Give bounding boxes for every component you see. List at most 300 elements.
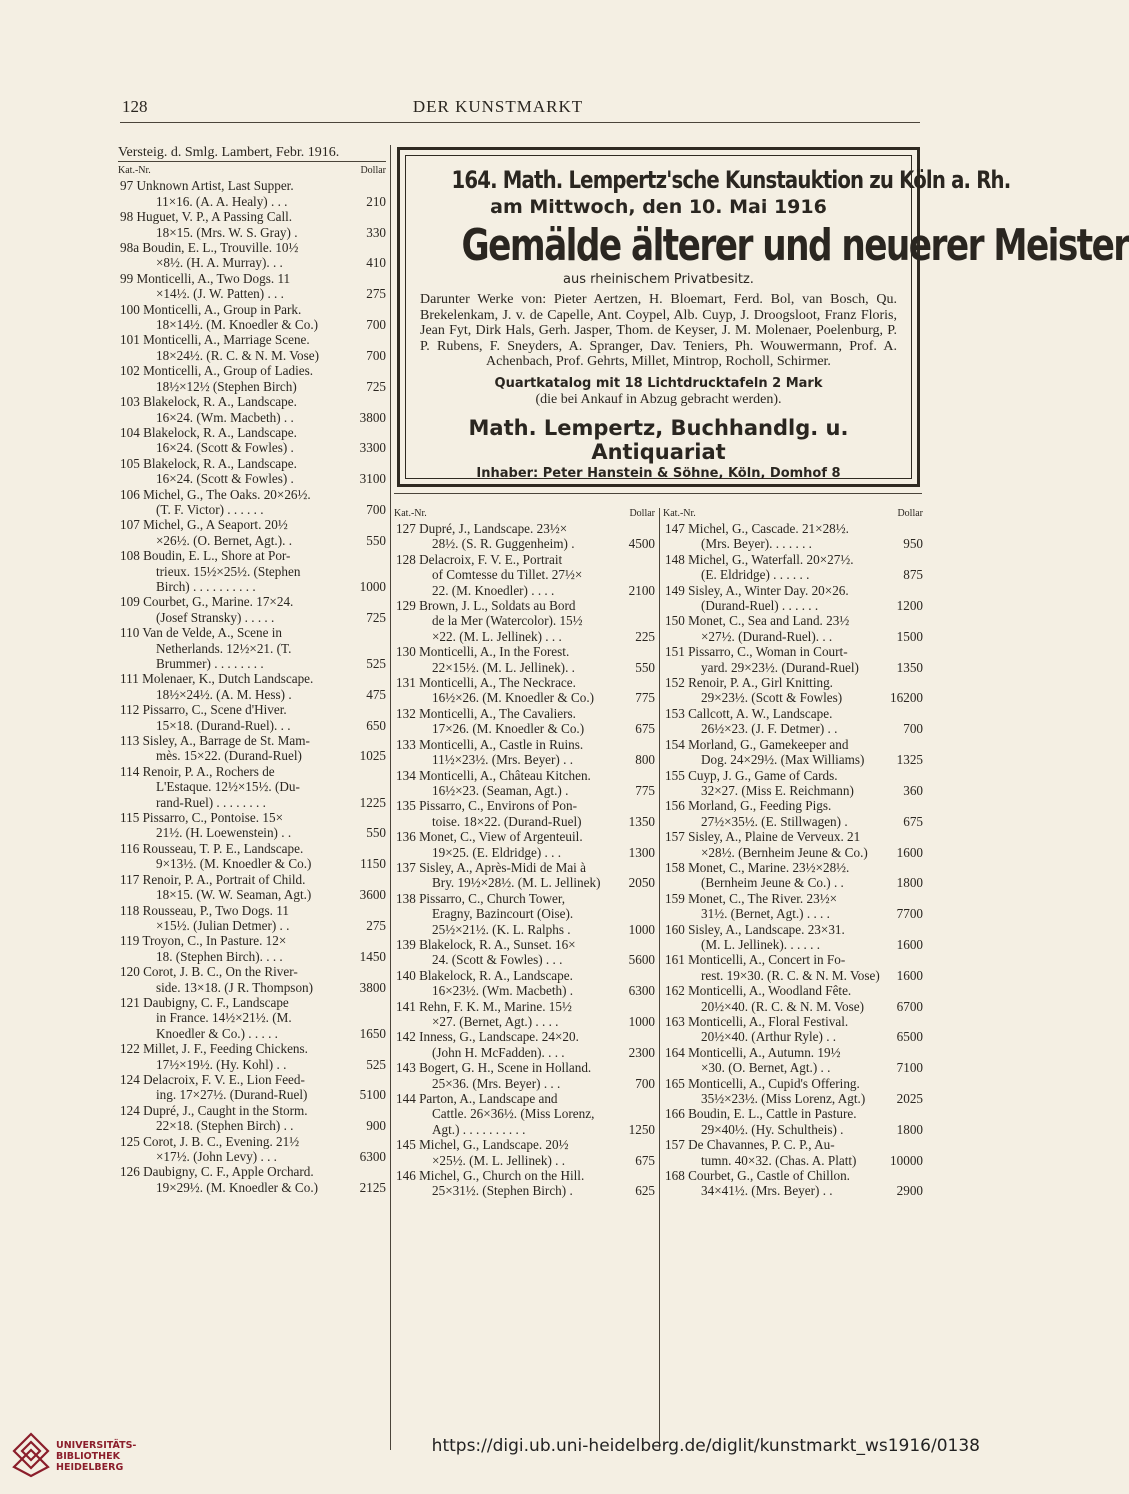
- entry-detail-line: [663, 1029, 923, 1044]
- entry-detail-line: [663, 1091, 923, 1106]
- entry-text: ×27½. (Durand-Ruel). . .: [701, 628, 833, 644]
- entry-text: (Durand-Ruel) . . . . . .: [701, 598, 819, 614]
- catalog-entry: [394, 644, 655, 675]
- entry-title-line: [394, 706, 655, 721]
- entry-title-line: [663, 552, 923, 567]
- entry-text: 18×15. (Mrs. W. S. Gray) .: [156, 224, 298, 240]
- entry-price: 6500: [896, 1029, 923, 1045]
- entry-text: 127 Dupré, J., Landscape. 23½×: [396, 521, 568, 536]
- entry-text: 26½×23. (J. F. Detmer) . .: [701, 721, 838, 737]
- entry-title-line: [394, 891, 655, 906]
- entry-title-line: [118, 702, 386, 717]
- catalog-entry: [118, 1134, 386, 1165]
- entry-detail-line: [118, 579, 386, 594]
- entry-text: 138 Pissarro, C., Church Tower,: [396, 890, 565, 906]
- entry-title-line: [118, 240, 386, 255]
- dollar-label: Dollar: [629, 508, 655, 519]
- catalog-entry: [118, 995, 386, 1041]
- entry-text: 108 Boudin, E. L., Shore at Por-: [120, 548, 291, 564]
- entry-detail-line: [118, 564, 386, 579]
- catalog-entry: [663, 552, 923, 583]
- entry-price: 1800: [896, 1121, 923, 1137]
- entry-text: L'Estaque. 12½×15½. (Du-: [156, 779, 300, 795]
- entry-title-line: [394, 552, 655, 567]
- entry-price: 360: [903, 782, 923, 798]
- entry-text: 25×31½. (Stephen Birch) .: [432, 1183, 573, 1199]
- entry-text: 155 Cuyp, J. G., Game of Cards.: [665, 767, 838, 783]
- entry-text: (Mrs. Beyer). . . . . . .: [701, 536, 812, 552]
- catalog-entry: [394, 768, 655, 799]
- entry-text: 139 Blakelock, R. A., Sunset. 16×: [396, 936, 576, 952]
- catalog-entry: [663, 675, 923, 706]
- entry-text: 133 Monticelli, A., Castle in Ruins.: [396, 736, 584, 752]
- entry-title-line: [394, 1060, 655, 1075]
- entry-text: 156 Morland, G., Feeding Pigs.: [665, 798, 832, 814]
- catalog-entry: [118, 594, 386, 625]
- entry-detail-line: [118, 641, 386, 656]
- entry-text: 19×25. (E. Eldridge) . . .: [432, 844, 562, 860]
- catalog-entry: [118, 1164, 386, 1195]
- entry-text: ×14½. (J. W. Patten) . . .: [156, 286, 284, 302]
- entry-title-line: [118, 178, 386, 193]
- entry-text: 29×40½. (Hy. Schultheis) .: [701, 1121, 844, 1137]
- entry-detail-line: [394, 583, 655, 598]
- entry-text: 163 Monticelli, A., Floral Festival.: [665, 1014, 849, 1029]
- entry-price: 5600: [628, 952, 655, 968]
- column-divider: [390, 145, 391, 1450]
- entry-text: rest. 19×30. (R. C. & N. M. Vose): [701, 967, 880, 983]
- entry-text: 102 Monticelli, A., Group of Ladies.: [120, 363, 314, 379]
- entry-text: 130 Monticelli, A., In the Forest.: [396, 644, 570, 660]
- entry-detail-line: [118, 748, 386, 763]
- ad-date: am Mittwoch, den 10. Mai 1916: [490, 196, 827, 218]
- entry-title-line: [663, 737, 923, 752]
- entry-price: 1325: [896, 752, 923, 768]
- entry-title-line: [118, 1041, 386, 1056]
- catalog-entry: [118, 302, 386, 333]
- entry-detail-line: [394, 1122, 655, 1137]
- entry-text: 159 Monet, C., The River. 23½×: [665, 890, 838, 906]
- catalog-entry: [118, 810, 386, 841]
- entry-text: tumn. 40×32. (Chas. A. Platt): [701, 1152, 857, 1168]
- entry-detail-line: [118, 379, 386, 394]
- entry-text: 104 Blakelock, R. A., Landscape.: [120, 424, 297, 440]
- entry-price: 1500: [896, 628, 923, 644]
- catalog-entry: [394, 675, 655, 706]
- entry-title-line: [118, 625, 386, 640]
- entry-title-line: [663, 891, 923, 906]
- entry-text: 27½×35½. (E. Stillwagen) .: [701, 813, 848, 829]
- entry-title-line: [394, 521, 655, 536]
- page-number: 128: [122, 97, 148, 116]
- entry-detail-line: [394, 660, 655, 675]
- entry-title-line: [118, 764, 386, 779]
- catalog-entry: [394, 552, 655, 598]
- entry-text: 18. (Stephen Birch). . . .: [156, 948, 283, 964]
- entry-text: ×30. (O. Bernet, Agt.) . .: [701, 1060, 831, 1076]
- entry-text: 19×29½. (M. Knoedler & Co.): [156, 1179, 319, 1195]
- entry-title-line: [663, 613, 923, 628]
- entry-text: 149 Sisley, A., Winter Day. 20×26.: [665, 582, 849, 598]
- entry-title-line: [394, 968, 655, 983]
- entry-price: 2050: [628, 875, 655, 891]
- entry-title-line: [394, 798, 655, 813]
- entry-detail-line: [394, 536, 655, 551]
- entry-detail-line: [663, 721, 923, 736]
- column-divider: [659, 508, 660, 1450]
- entry-text: 18×14½. (M. Knoedler & Co.): [156, 317, 319, 333]
- entry-text: 21½. (H. Loewenstein) . .: [156, 825, 292, 841]
- entry-text: 112 Pissarro, C., Scene d'Hiver.: [120, 702, 287, 718]
- entry-text: 101 Monticelli, A., Marriage Scene.: [120, 332, 310, 348]
- entry-title-line: [394, 999, 655, 1014]
- entry-detail-line: [118, 1026, 386, 1041]
- library-name-line: HEIDELBERG: [56, 1462, 124, 1473]
- entry-text: 160 Sisley, A., Landscape. 23×31.: [665, 921, 845, 937]
- entry-text: 145 Michel, G., Landscape. 20½: [396, 1137, 569, 1153]
- catalog-entry: [663, 521, 923, 552]
- entry-text: 17×26. (M. Knoedler & Co.): [432, 721, 585, 737]
- entry-title-line: [118, 903, 386, 918]
- entry-title-line: [118, 1164, 386, 1179]
- entry-title-line: [394, 1091, 655, 1106]
- entry-text: 157 Sisley, A., Plaine de Verveux. 21: [665, 829, 861, 845]
- catalog-entry: [394, 798, 655, 829]
- entry-price: 7100: [896, 1060, 923, 1076]
- entry-price: 550: [366, 532, 386, 548]
- entry-text: 161 Monticelli, A., Concert in Fo-: [665, 952, 846, 968]
- entry-detail-line: [663, 752, 923, 767]
- entry-price: 550: [635, 659, 655, 675]
- entry-price: 1000: [628, 1014, 655, 1029]
- catalog-entry: [663, 829, 923, 860]
- entry-text: 15×18. (Durand-Ruel). . .: [156, 717, 291, 733]
- entry-price: 1000: [359, 578, 386, 594]
- entry-price: 6300: [359, 1149, 386, 1164]
- entry-text: 17½×19½. (Hy. Kohl) . .: [156, 1056, 287, 1072]
- catalog-entry: [118, 363, 386, 394]
- catalog-entry: [118, 903, 386, 934]
- entry-detail-line: [118, 348, 386, 363]
- catalog-entry: [118, 209, 386, 240]
- entry-price: 700: [366, 317, 386, 333]
- entry-title-line: [394, 937, 655, 952]
- entry-text: Knoedler & Co.) . . . . .: [156, 1025, 278, 1041]
- entry-title-line: [118, 1103, 386, 1118]
- entry-title-line: [118, 671, 386, 686]
- entry-text: 18×24½. (R. C. & N. M. Vose): [156, 347, 320, 363]
- entry-title-line: [118, 209, 386, 224]
- entry-price: 3800: [359, 979, 386, 995]
- entry-detail-line: [118, 225, 386, 240]
- entry-price: 1600: [896, 967, 923, 983]
- ad-catalog-note: Quartkatalog mit 18 Lichtdrucktafeln 2 Mark: [494, 375, 823, 391]
- entry-price: 700: [635, 1075, 655, 1091]
- catalog-entry: [118, 487, 386, 518]
- entry-text: 106 Michel, G., The Oaks. 20×26½.: [120, 486, 311, 502]
- entry-text: 144 Parton, A., Landscape and: [396, 1091, 558, 1107]
- entry-detail-line: [394, 613, 655, 628]
- entry-detail-line: [118, 610, 386, 625]
- entry-text: 22×15½. (M. L. Jellinek). .: [432, 659, 575, 675]
- entry-list: [663, 521, 923, 1199]
- ad-firm-name: Math. Lempertz, Buchhandlg. u. Antiquariat: [468, 415, 849, 464]
- entry-text: 35½×23½. (Miss Lorenz, Agt.): [701, 1091, 866, 1107]
- catalog-entry: [394, 737, 655, 768]
- catalog-entry: [663, 1106, 923, 1137]
- catalog-entry: [394, 999, 655, 1030]
- entry-price: 2300: [628, 1044, 655, 1060]
- entry-text: 137 Sisley, A., Après-Midi de Mai à: [396, 859, 586, 875]
- entry-text: Birch) . . . . . . . . . .: [156, 578, 256, 594]
- entry-title-line: [118, 302, 386, 317]
- entry-price: 6300: [628, 983, 655, 999]
- entry-text: 148 Michel, G., Waterfall. 20×27½.: [665, 551, 854, 567]
- catalog-entry: [118, 933, 386, 964]
- source-url-link[interactable]: https://digi.ub.uni-heidelberg.de/diglit/kunstmarkt_ws1916/0138: [431, 1436, 980, 1456]
- entry-title-line: [118, 271, 386, 286]
- entry-detail-line: [663, 845, 923, 860]
- entry-price: 800: [635, 752, 655, 768]
- catalog-entry: [394, 937, 655, 968]
- column-left: [118, 145, 386, 1195]
- entry-text: 98a Boudin, E. L., Trouville. 10½: [120, 240, 299, 256]
- entry-detail-line: [118, 887, 386, 902]
- entry-detail-line: [118, 949, 386, 964]
- entry-text: 121 Daubigny, C. F., Landscape: [120, 994, 289, 1010]
- entry-price: 675: [635, 1152, 655, 1168]
- entry-text: mès. 15×22. (Durand-Ruel): [156, 748, 302, 764]
- entry-text: 128 Delacroix, F. V. E., Portrait: [396, 551, 563, 567]
- catalog-entry: [394, 1029, 655, 1060]
- entry-price: 775: [635, 690, 655, 706]
- entry-text: trieux. 15½×25½. (Stephen: [156, 563, 301, 579]
- entry-text: 100 Monticelli, A., Group in Park.: [120, 301, 302, 317]
- entry-detail-line: [394, 875, 655, 890]
- entry-title-line: [394, 1168, 655, 1183]
- entry-text: ×27. (Bernet, Agt.) . . . .: [432, 1014, 559, 1029]
- entry-title-line: [118, 425, 386, 440]
- entry-text: 16½×26. (M. Knoedler & Co.): [432, 690, 595, 706]
- entry-text: 16½×23. (Seaman, Agt.) .: [432, 782, 569, 798]
- dollar-label: Dollar: [897, 508, 923, 519]
- entry-price: 550: [366, 825, 386, 841]
- catalog-entry: [663, 1045, 923, 1076]
- entry-price: 625: [635, 1183, 655, 1199]
- catalog-entry: [118, 964, 386, 995]
- entry-detail-line: [118, 194, 386, 209]
- entry-detail-line: [663, 783, 923, 798]
- entry-detail-line: [394, 1153, 655, 1168]
- entry-title-line: [118, 594, 386, 609]
- column-header: [394, 508, 655, 520]
- entry-price: 875: [903, 567, 923, 583]
- catalog-entry: [663, 798, 923, 829]
- entry-text: 129 Brown, J. L., Soldats au Bord: [396, 598, 576, 614]
- entry-text: 164 Monticelli, A., Autumn. 19½: [665, 1044, 841, 1060]
- entry-price: 3300: [359, 440, 386, 456]
- entry-price: 1025: [359, 748, 386, 764]
- entry-price: 650: [366, 717, 386, 733]
- catalog-entry: [663, 1014, 923, 1045]
- catalog-entry: [118, 1072, 386, 1103]
- entry-detail-line: [118, 317, 386, 332]
- entry-text: Eragny, Bazincourt (Oise).: [432, 906, 574, 922]
- entry-text: ×17½. (John Levy) . . .: [156, 1149, 277, 1164]
- entry-text: 116 Rousseau, T. P. E., Landscape.: [120, 840, 304, 856]
- entry-detail-line: [118, 1010, 386, 1025]
- entry-text: 16×24. (Scott & Fowles) .: [156, 471, 294, 487]
- entry-price: 775: [635, 782, 655, 798]
- entry-title-line: [663, 952, 923, 967]
- entry-text: 165 Monticelli, A., Cupid's Offering.: [665, 1075, 860, 1091]
- entry-text: 22. (M. Knoedler) . . . .: [432, 582, 555, 598]
- column-header: [663, 508, 923, 520]
- entry-price: 5100: [359, 1087, 386, 1103]
- entry-text: 20½×40. (R. C. & N. M. Vose): [701, 998, 865, 1014]
- entry-text: 141 Rehn, F. K. M., Marine. 15½: [396, 998, 572, 1014]
- catalog-entry: [118, 517, 386, 548]
- entry-detail-line: [394, 690, 655, 705]
- entry-price: 275: [366, 917, 386, 933]
- catalog-entry: [663, 860, 923, 891]
- library-name-line: BIBLIOTHEK: [56, 1451, 120, 1462]
- entry-title-line: [394, 829, 655, 844]
- catalog-entry: [118, 240, 386, 271]
- entry-text: 103 Blakelock, R. A., Landscape.: [120, 394, 297, 410]
- catalog-entry: [394, 1137, 655, 1168]
- entry-detail-line: [118, 1149, 386, 1164]
- entry-price: 700: [903, 721, 923, 737]
- entry-detail-line: [118, 980, 386, 995]
- entry-list: [394, 521, 655, 1199]
- entry-title-line: [663, 675, 923, 690]
- entry-text: 9×13½. (M. Knoedler & Co.): [156, 856, 312, 872]
- entry-price: 1800: [896, 875, 923, 891]
- entry-price: 1225: [359, 794, 386, 810]
- entry-text: ×15½. (Julian Detmer) . .: [156, 917, 290, 933]
- entry-price: 900: [366, 1118, 386, 1134]
- entry-text: 120 Corot, J. B. C., On the River-: [120, 964, 298, 980]
- catalog-entry: [663, 644, 923, 675]
- entry-detail-line: [394, 1076, 655, 1091]
- catalog-entry: [118, 332, 386, 363]
- entry-detail-line: [118, 440, 386, 455]
- entry-detail-line: [394, 721, 655, 736]
- library-logo-icon: [12, 1432, 50, 1478]
- catalog-entry: [118, 394, 386, 425]
- kat-nr-label: Kat.-Nr.: [394, 508, 427, 519]
- catalog-entry: [118, 841, 386, 872]
- entry-text: 117 Renoir, P. A., Portrait of Child.: [120, 871, 306, 887]
- entry-detail-line: [663, 906, 923, 921]
- entry-detail-line: [663, 629, 923, 644]
- catalog-entry: [118, 733, 386, 764]
- ad-bottom-rule: [394, 493, 922, 494]
- entry-title-line: [663, 860, 923, 875]
- entry-text: 142 Inness, G., Landscape. 24×20.: [396, 1029, 579, 1045]
- entry-title-line: [663, 706, 923, 721]
- entry-detail-line: [663, 999, 923, 1014]
- entry-text: 140 Blakelock, R. A., Landscape.: [396, 967, 573, 983]
- entry-price: 330: [366, 224, 386, 240]
- entry-price: 410: [366, 255, 386, 271]
- entry-price: 2100: [628, 582, 655, 598]
- entry-text: 16×23½. (Wm. Macbeth) .: [432, 983, 574, 999]
- library-name: [56, 1440, 136, 1473]
- entry-text: 135 Pissarro, C., Environs of Pon-: [396, 798, 577, 814]
- catalog-entry: [118, 764, 386, 810]
- column-right: [663, 508, 923, 1199]
- entry-text: 29×23½. (Scott & Fowles): [701, 690, 843, 706]
- entry-detail-line: [663, 536, 923, 551]
- entry-text: 147 Michel, G., Cascade. 21×28½.: [665, 521, 849, 536]
- entry-text: 105 Blakelock, R. A., Landscape.: [120, 455, 297, 471]
- entry-title-line: [663, 1106, 923, 1121]
- entry-text: ×8½. (H. A. Murray). . .: [156, 255, 283, 271]
- entry-price: 1150: [360, 856, 386, 872]
- entry-title-line: [118, 733, 386, 748]
- entry-text: rand-Ruel) . . . . . . . .: [156, 794, 266, 810]
- entry-text: 31½. (Bernet, Agt.) . . . .: [701, 906, 830, 922]
- entry-text: (T. F. Victor) . . . . . .: [156, 501, 264, 517]
- entry-text: de la Mer (Watercolor). 15½: [432, 613, 583, 629]
- entry-detail-line: [663, 660, 923, 675]
- catalog-entry: [394, 1060, 655, 1091]
- catalog-entry: [394, 829, 655, 860]
- entry-text: 97 Unknown Artist, Last Supper.: [120, 178, 294, 194]
- entry-price: 1350: [896, 659, 923, 675]
- ad-auction-heading: 164. Math. Lempertz'sche Kunstauktion zu Köln a. Rh.: [451, 166, 1011, 194]
- entry-detail-line: [118, 856, 386, 871]
- entry-detail-line: [394, 952, 655, 967]
- entry-text: 124 Dupré, J., Caught in the Storm.: [120, 1102, 308, 1118]
- entry-text: 126 Daubigny, C. F., Apple Orchard.: [120, 1164, 314, 1180]
- entry-text: 152 Renoir, P. A., Girl Knitting.: [665, 675, 833, 691]
- catalog-entry: [663, 952, 923, 983]
- entry-title-line: [394, 675, 655, 690]
- entry-text: 150 Monet, C., Sea and Land. 23½: [665, 613, 850, 629]
- entry-price: 700: [366, 501, 386, 517]
- entry-text: 122 Millet, J. F., Feeding Chickens.: [120, 1041, 308, 1057]
- entry-text: 158 Monet, C., Marine. 23½×28½.: [665, 859, 850, 875]
- entry-price: 675: [635, 721, 655, 737]
- column-middle: [394, 508, 655, 1199]
- catalog-entry: [118, 456, 386, 487]
- catalog-entry: [663, 983, 923, 1014]
- entry-title-line: [663, 644, 923, 659]
- entry-price: 1350: [628, 813, 655, 829]
- entry-text: 162 Monticelli, A., Woodland Fête.: [665, 983, 852, 999]
- entry-text: 113 Sisley, A., Barrage de St. Mam-: [120, 733, 310, 749]
- entry-detail-line: [118, 471, 386, 486]
- entry-price: 2900: [896, 1183, 923, 1199]
- entry-text: 18½×12½ (Stephen Birch): [156, 378, 297, 394]
- entry-detail-line: [118, 656, 386, 671]
- catalog-entry: [663, 613, 923, 644]
- entry-text: 34×41½. (Mrs. Beyer) . .: [701, 1183, 833, 1199]
- ad-catalog-subnote: (die bei Ankauf in Abzug gebracht werden).: [535, 391, 782, 407]
- column-header: [118, 165, 386, 177]
- entry-price: 1450: [359, 948, 386, 964]
- entry-text: ×28½. (Bernheim Jeune & Co.): [701, 844, 868, 860]
- entry-title-line: [118, 394, 386, 409]
- entry-title-line: [118, 332, 386, 347]
- entry-price: 10000: [890, 1152, 923, 1168]
- catalog-entry: [118, 1103, 386, 1134]
- entry-text: 143 Bogert, G. H., Scene in Holland.: [396, 1060, 592, 1076]
- entry-detail-line: [118, 1118, 386, 1133]
